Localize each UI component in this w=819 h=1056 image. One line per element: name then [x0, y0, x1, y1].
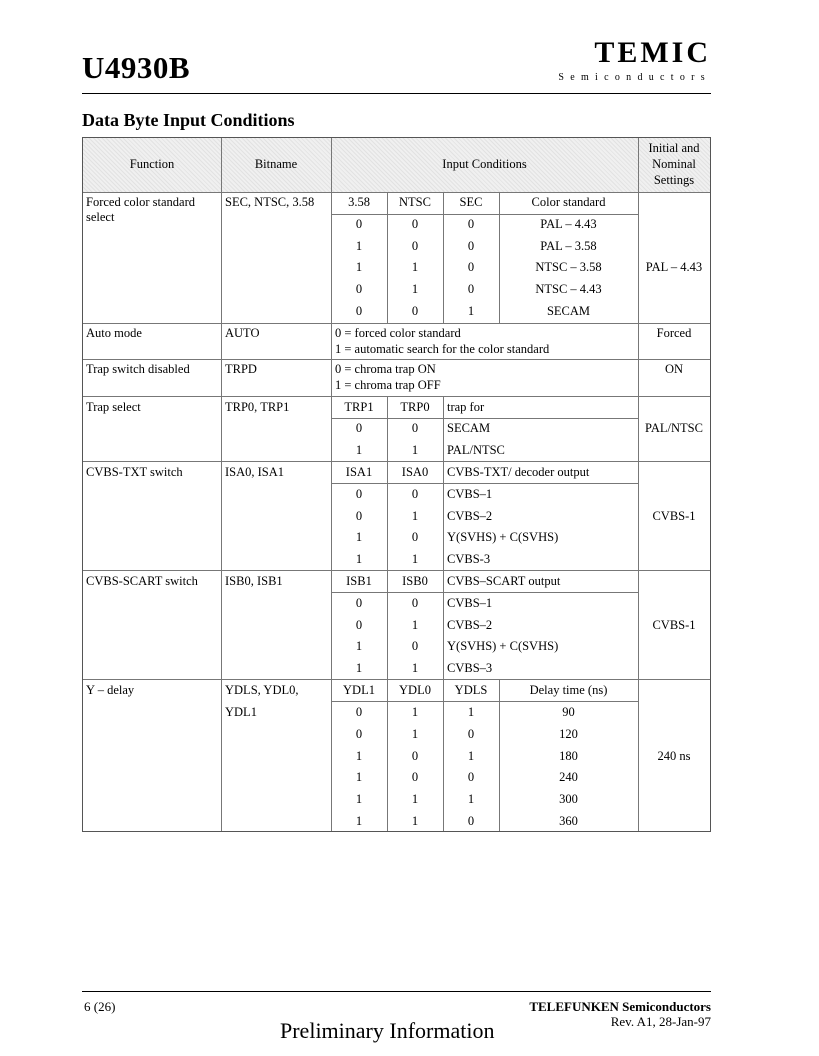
header-input-conditions: Input Conditions: [442, 157, 527, 171]
value-cell: 0: [411, 639, 419, 653]
row-setting: PAL/NTSC: [645, 421, 703, 435]
row-divider: [83, 679, 710, 680]
sub-header-divider: [331, 214, 638, 215]
value-cell: PAL/NTSC: [447, 443, 505, 457]
value-cell: PAL – 4.43: [540, 217, 597, 231]
row-divider: [83, 570, 710, 571]
row-condition-text: 1 = automatic search for the color standard: [335, 342, 550, 356]
sub-header-divider: [331, 701, 638, 702]
section-title: Data Byte Input Conditions: [82, 110, 295, 130]
value-cell: 0: [411, 217, 419, 231]
sub-header: trap for: [447, 400, 485, 414]
page-number: 6 (26): [84, 999, 116, 1014]
row-bitname: AUTO: [225, 326, 260, 340]
value-cell: 0: [355, 304, 363, 318]
value-cell: 1: [355, 770, 363, 784]
header-function: Function: [129, 157, 175, 171]
sub-header: TRP1: [344, 400, 374, 414]
value-cell: 1: [411, 727, 419, 741]
header-initial-line3: Settings: [653, 173, 695, 187]
part-number: U4930B: [82, 50, 191, 85]
value-cell: 240: [559, 770, 578, 784]
value-cell: 0: [355, 727, 363, 741]
value-cell: 0: [411, 421, 419, 435]
row-function: Auto mode: [86, 326, 142, 340]
sub-header: Color standard: [531, 195, 606, 209]
value-cell: 1: [355, 792, 363, 806]
row-bitname: SEC, NTSC, 3.58: [225, 195, 315, 209]
value-cell: CVBS-3: [447, 552, 491, 566]
value-cell: 1: [411, 509, 419, 523]
sub-header: Delay time (ns): [529, 683, 608, 697]
row-condition-text: 1 = chroma trap OFF: [335, 378, 441, 392]
value-cell: Y(SVHS) + C(SVHS): [447, 530, 559, 544]
value-cell: 120: [559, 727, 578, 741]
sub-header: YDLS: [454, 683, 488, 697]
brand-logo: TEMIC: [594, 36, 711, 69]
value-cell: 0: [467, 282, 475, 296]
value-cell: 1: [355, 260, 363, 274]
header-initial-line1: Initial and: [648, 141, 700, 155]
sub-header: ISB0: [402, 574, 428, 588]
row-setting: CVBS-1: [652, 509, 696, 523]
value-cell: 0: [355, 705, 363, 719]
value-cell: 180: [559, 749, 578, 763]
value-cell: 0: [411, 596, 419, 610]
row-bitname: ISA0, ISA1: [225, 465, 285, 479]
header-initial-line2: Nominal: [652, 157, 696, 171]
value-cell: 0: [411, 770, 419, 784]
row-setting: PAL – 4.43: [645, 260, 703, 274]
value-cell: 0: [355, 217, 363, 231]
col-divider: [638, 138, 639, 831]
value-cell: 1: [411, 443, 419, 457]
row-setting: Forced: [656, 326, 692, 340]
value-cell: CVBS–2: [447, 509, 493, 523]
value-cell: CVBS–1: [447, 487, 493, 501]
value-cell: CVBS–1: [447, 596, 493, 610]
row-condition-text: 0 = forced color standard: [335, 326, 461, 340]
value-cell: 1: [411, 260, 419, 274]
row-function: select: [86, 210, 115, 224]
row-setting: CVBS-1: [652, 618, 696, 632]
footer-rule: [82, 991, 711, 992]
row-divider: [83, 192, 710, 193]
footer-status: Preliminary Information: [280, 1018, 495, 1043]
sub-header: ISB1: [346, 574, 372, 588]
header-rule: [82, 93, 711, 94]
value-cell: 1: [355, 443, 363, 457]
row-bitname: TRPD: [225, 362, 257, 376]
brand-subtitle: Semiconductors: [558, 72, 711, 83]
sub-col-divider: [443, 461, 444, 570]
value-cell: PAL – 3.58: [540, 239, 597, 253]
value-cell: 1: [355, 552, 363, 566]
value-cell: 0: [411, 487, 419, 501]
value-cell: 1: [355, 639, 363, 653]
value-cell: Y(SVHS) + C(SVHS): [447, 639, 559, 653]
row-function: CVBS-SCART switch: [86, 574, 198, 588]
value-cell: 0: [411, 304, 419, 318]
sub-header-divider: [331, 483, 638, 484]
value-cell: CVBS–2: [447, 618, 493, 632]
value-cell: 0: [467, 217, 475, 231]
value-cell: 0: [355, 509, 363, 523]
value-cell: SECAM: [546, 304, 591, 318]
row-divider: [83, 359, 710, 360]
value-cell: 1: [467, 304, 475, 318]
value-cell: 300: [559, 792, 578, 806]
value-cell: 0: [467, 727, 475, 741]
value-cell: 1: [355, 239, 363, 253]
sub-header: ISA1: [345, 465, 373, 479]
value-cell: NTSC – 4.43: [535, 282, 602, 296]
row-setting: 240 ns: [657, 749, 691, 763]
sub-header: SEC: [459, 195, 483, 209]
value-cell: 1: [411, 282, 419, 296]
value-cell: CVBS–3: [447, 661, 493, 675]
value-cell: 0: [411, 749, 419, 763]
value-cell: 1: [467, 792, 475, 806]
data-byte-table: [82, 137, 711, 832]
value-cell: 0: [467, 770, 475, 784]
sub-header-divider: [331, 592, 638, 593]
value-cell: 1: [355, 814, 363, 828]
value-cell: 90: [562, 705, 575, 719]
sub-header: YDL0: [399, 683, 431, 697]
value-cell: 0: [467, 239, 475, 253]
value-cell: 0: [355, 618, 363, 632]
value-cell: 1: [411, 792, 419, 806]
sub-header: 3.58: [348, 195, 370, 209]
sub-header: YDL1: [343, 683, 375, 697]
sub-header: NTSC: [399, 195, 431, 209]
col-divider: [221, 138, 222, 831]
row-setting: ON: [664, 362, 684, 376]
value-cell: 0: [355, 421, 363, 435]
row-function: Y – delay: [86, 683, 135, 697]
sub-header-divider: [331, 418, 638, 419]
value-cell: 0: [411, 239, 419, 253]
value-cell: 0: [355, 487, 363, 501]
row-function: CVBS-TXT switch: [86, 465, 183, 479]
value-cell: 1: [411, 814, 419, 828]
value-cell: 0: [355, 596, 363, 610]
value-cell: 360: [559, 814, 578, 828]
value-cell: 0: [467, 260, 475, 274]
value-cell: 0: [355, 282, 363, 296]
sub-col-divider: [443, 570, 444, 679]
value-cell: 1: [355, 749, 363, 763]
value-cell: NTSC – 3.58: [535, 260, 602, 274]
footer-revision: Rev. A1, 28-Jan-97: [610, 1014, 711, 1029]
row-divider: [83, 396, 710, 397]
row-bitname: TRP0, TRP1: [225, 400, 290, 414]
header-bitname: Bitname: [254, 157, 298, 171]
value-cell: 1: [355, 661, 363, 675]
row-bitname: YDLS, YDL0,: [225, 683, 299, 697]
value-cell: 1: [467, 705, 475, 719]
value-cell: 1: [355, 530, 363, 544]
footer-company: TELEFUNKEN Semiconductors: [529, 999, 711, 1014]
row-bitname: YDL1: [225, 705, 257, 719]
row-function: Trap select: [86, 400, 141, 414]
value-cell: 0: [411, 530, 419, 544]
value-cell: 1: [411, 705, 419, 719]
sub-header: CVBS–SCART output: [447, 574, 561, 588]
row-divider: [83, 323, 710, 324]
value-cell: SECAM: [447, 421, 491, 435]
row-function: Forced color standard: [86, 195, 195, 209]
sub-col-divider: [443, 396, 444, 461]
sub-header: CVBS-TXT/ decoder output: [447, 465, 590, 479]
value-cell: 1: [411, 618, 419, 632]
row-divider: [83, 461, 710, 462]
value-cell: 1: [411, 661, 419, 675]
value-cell: 1: [411, 552, 419, 566]
row-bitname: ISB0, ISB1: [225, 574, 283, 588]
row-function: Trap switch disabled: [86, 362, 190, 376]
value-cell: 1: [467, 749, 475, 763]
sub-header: TRP0: [400, 400, 430, 414]
value-cell: 0: [467, 814, 475, 828]
row-condition-text: 0 = chroma trap ON: [335, 362, 436, 376]
sub-header: ISA0: [401, 465, 429, 479]
